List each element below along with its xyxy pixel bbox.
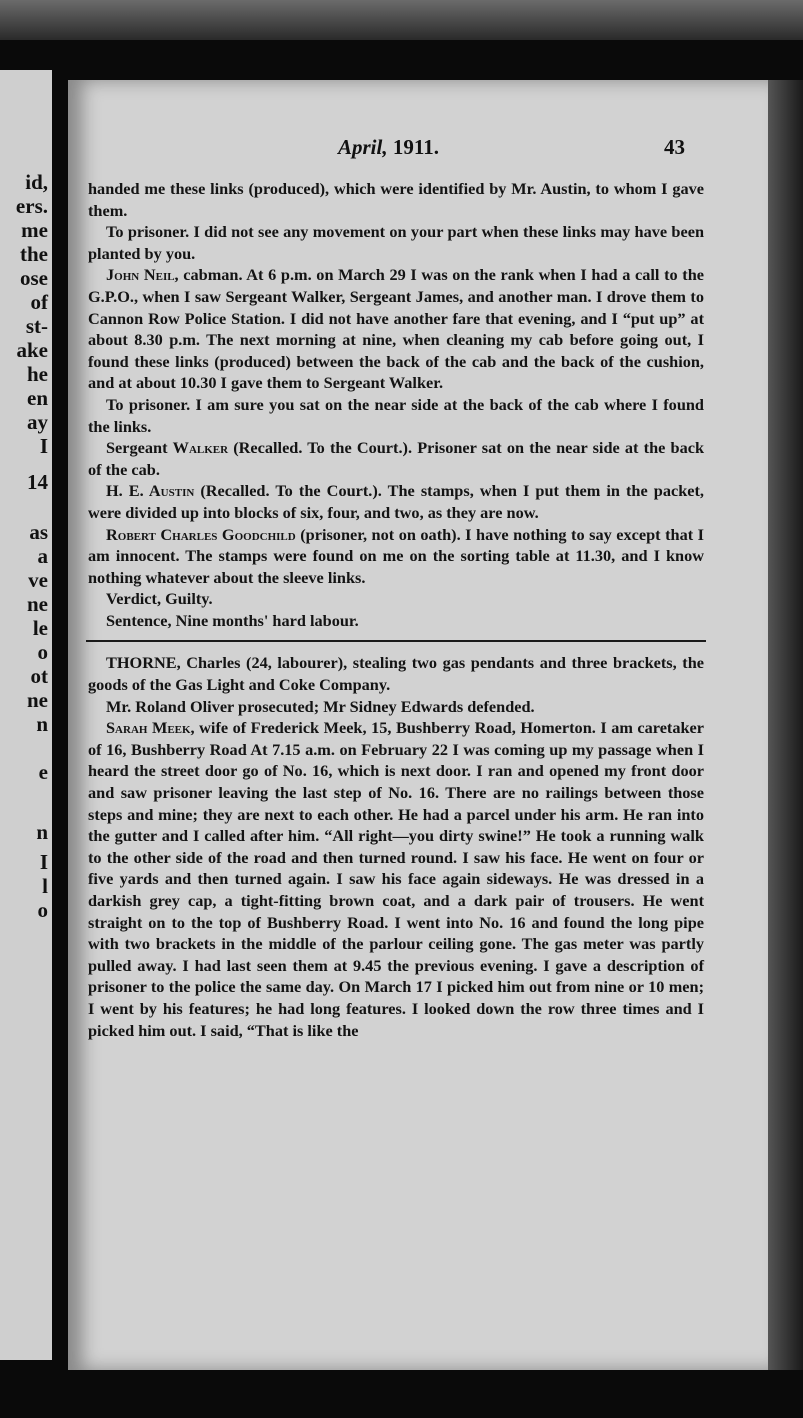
running-head <box>338 135 439 160</box>
witness-name: Walker <box>172 438 229 458</box>
margin-fragment: ve <box>28 568 48 592</box>
margin-fragment: ers. <box>15 194 48 218</box>
scan-top-edge <box>0 0 803 40</box>
margin-fragment: n <box>36 712 48 736</box>
case-divider <box>86 640 706 642</box>
paragraph <box>88 717 704 1041</box>
margin-fragment: o <box>37 640 48 664</box>
page-body <box>88 178 704 1041</box>
counsel-line: Mr. Roland Oliver prosecuted; Mr Sidney Edwards defended. <box>106 696 535 716</box>
margin-fragment: I <box>39 850 48 874</box>
paragraph <box>88 437 704 480</box>
verdict: Verdict, Guilty. <box>106 589 213 609</box>
margin-fragment: the <box>20 242 48 266</box>
margin-fragment: en <box>27 386 48 410</box>
facing-page-fragment <box>0 70 52 1360</box>
page-header <box>68 135 768 165</box>
scan-bottom-edge <box>0 1370 803 1418</box>
testimony-text: wife of Frederick Meek, 15, Bushberry Road, Homerton. I am caretaker of 16, Bushberry Road At 7.15 a.m. on February 22 I was coming up my passage when I heard the street door go of No. 16, which is next door. I ran and opened my front door and saw prisoner leaving the last step of No. 16. There are no railings between those steps and mine; they are next to each other. He had a parcel under his arm. He ran into the gutter and I called after him. “All right—you dirty swine!” He took a running walk to the other side of the road and then turned round. I saw his face. He went on four or five yards and then turned again. I saw his face again sideways. He was dressed in a darkish grey cap, a tight-fitting brown coat, and a dark pair of trousers. He went straight on to the top of Bushberry Road. I went into No. 16 and found the long pipe with two brackets in the middle of the parlour ceiling gone. The gas meter was partly pulled away. I had last seen them at 9.45 the previous evening. I gave a description of prisoner to the police the same day. On March 17 I picked him out from nine or 10 men; I went by his features; he had long features. I looked down the row three times and I picked him out. I said, “That is like the <box>88 718 705 1040</box>
witness-title: Sergeant <box>106 438 173 458</box>
witness-name: John Neil, <box>106 265 179 285</box>
testimony-text: (Recalled. To the Court.). The stamps, when I put them in the packet, were divided up into blocks of six, four, and two, as they are now. <box>88 481 704 522</box>
margin-fragment: e <box>38 760 48 784</box>
running-head-month: April, <box>338 135 388 159</box>
book-page <box>68 80 768 1370</box>
margin-fragment: ake <box>16 338 48 362</box>
margin-fragment: me <box>21 218 48 242</box>
paragraph <box>88 264 704 394</box>
testimony-text: (Recalled. To the Court.). Prisoner sat on the near side at the back of the cab. <box>88 438 704 479</box>
paragraph: To prisoner. I am sure you sat on the near side at the back of the cab where I found the links. <box>88 394 704 436</box>
paragraph: handed me these links (produced), which were identified by Mr. Austin, to whom I gave them. <box>88 179 704 220</box>
scan-right-edge <box>768 80 803 1370</box>
running-head-year: 1911. <box>392 135 439 159</box>
witness-name: Robert Charles Goodchild <box>106 524 296 544</box>
margin-fragment: ose <box>20 266 48 290</box>
margin-fragment: l <box>42 874 48 898</box>
margin-fragment: st- <box>25 314 48 338</box>
margin-fragment: o <box>37 898 48 922</box>
witness-name: Sarah Meek, <box>106 718 195 738</box>
margin-fragment: ot <box>30 664 48 688</box>
margin-fragment: a <box>37 544 48 568</box>
witness-name: H. E. Austin <box>106 481 195 501</box>
paragraph <box>88 480 704 523</box>
margin-fragment: ne <box>27 592 48 616</box>
margin-fragment: ay <box>27 410 48 434</box>
testimony-text: (prisoner, not on oath). I have nothing to say except that I am innocent. The stamps were found on me on the sorting table at 11.30, and I know nothing whatever about the sleeve links. <box>88 524 704 587</box>
margin-fragment: n <box>36 820 48 844</box>
margin-fragment: ne <box>27 688 48 712</box>
margin-fragment: he <box>27 362 48 386</box>
margin-fragment: I <box>39 434 48 458</box>
margin-fragment: as <box>29 520 48 544</box>
paragraph <box>88 524 704 589</box>
sentence: Sentence, Nine months' hard labour. <box>106 610 359 630</box>
margin-fragment: id, <box>25 170 48 194</box>
margin-fragment: 14 <box>27 470 48 494</box>
page-number: 43 <box>664 135 685 159</box>
case-heading: THORNE, Charles (24, labourer), stealing two gas pendants and three brackets, the goods of the Gas Light and Coke Company. <box>88 653 704 695</box>
margin-fragment: le <box>32 616 48 640</box>
paragraph: To prisoner. I did not see any movement on your part when these links may have been planted by you. <box>88 222 704 263</box>
margin-fragment: of <box>30 290 48 314</box>
testimony-text: cabman. At 6 p.m. on March 29 I was on the rank when I had a call to the G.P.O., when I saw Sergeant Walker, Sergeant James, and another man. I drove them to Cannon Row Police Station. I did not have another fare that evening, and I “put up” at about 8.30 p.m. The next morning at nine, when cleaning my cab before going out, I found these links (produced) between the back of the cab and the back of the cushion, and at about 10.30 I gave them to Sergeant Walker. <box>88 265 704 393</box>
